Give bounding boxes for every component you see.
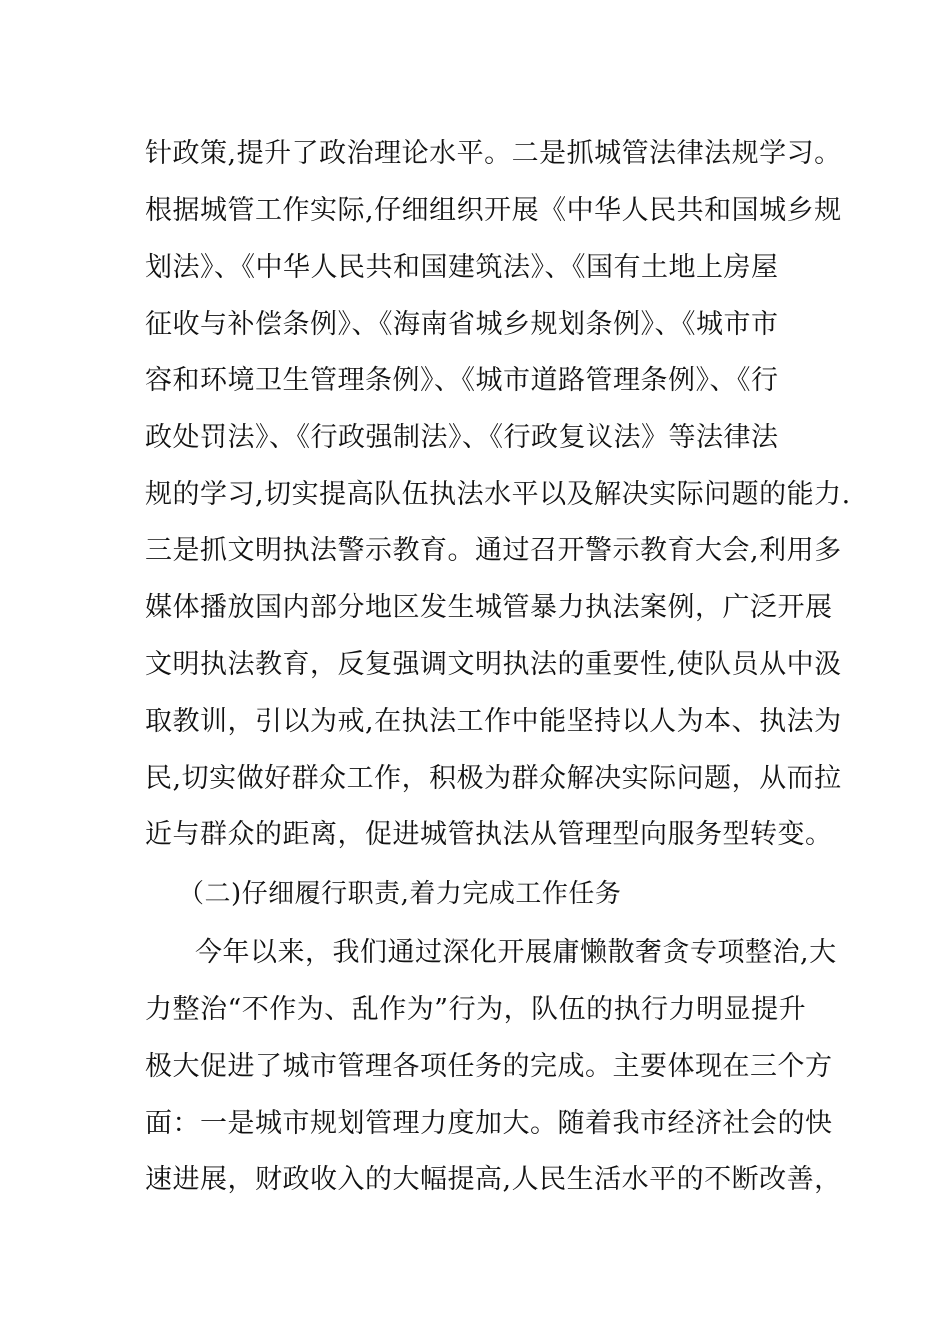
text-line: 划法》、《中华人民共和国建筑法》、《国有土地上房屋	[145, 252, 779, 283]
text-line: 今年以来，我们通过深化开展庸懒散奢贪专项整治,大	[195, 937, 837, 968]
text-line: 媒体播放国内部分地区发生城管暴力执法案例，广泛开展	[145, 592, 833, 623]
text-line: 政处罚法》、《行政强制法》、《行政复议法》等法律法	[145, 422, 779, 453]
text-line: 面：一是城市规划管理力度加大。随着我市经济社会的快	[145, 1108, 833, 1139]
text-line: 容和环境卫生管理条例》、《城市道路管理条例》、《行	[145, 365, 779, 396]
text-line: 文明执法教育，反复强调文明执法的重要性,使队员从中汲	[145, 649, 842, 680]
text-line: 近与群众的距离，促进城管执法从管理型向服务型转变。	[145, 819, 833, 850]
text-line: 民,切实做好群众工作，积极为群众解决实际问题，从而拉	[145, 763, 842, 794]
text-line: 力整治“不作为、乱作为”行为，队伍的执行力明显提升	[145, 994, 807, 1025]
text-line: 规的学习,切实提高队伍执法水平以及解决实际问题的能力.	[145, 479, 851, 510]
section-heading: （二)仔细履行职责,着力完成工作任务	[178, 879, 622, 909]
text-line: 针政策,提升了政治理论水平。二是抓城管法律法规学习。	[145, 138, 842, 169]
text-line: 三是抓文明执法警示教育。通过召开警示教育大会,利用多	[145, 535, 842, 566]
text-line: 根据城管工作实际,仔细组织开展《中华人民共和国城乡规	[145, 195, 842, 226]
text-line: 取教训，引以为戒,在执法工作中能坚持以人为本、执法为	[145, 706, 842, 737]
text-line: 速进展，财政收入的大幅提高,人民生活水平的不断改善，	[145, 1164, 842, 1195]
text-line: 征收与补偿条例》、《海南省城乡规划条例》、《城市市	[145, 309, 779, 340]
text-line: 极大促进了城市管理各项任务的完成。主要体现在三个方	[145, 1051, 833, 1082]
